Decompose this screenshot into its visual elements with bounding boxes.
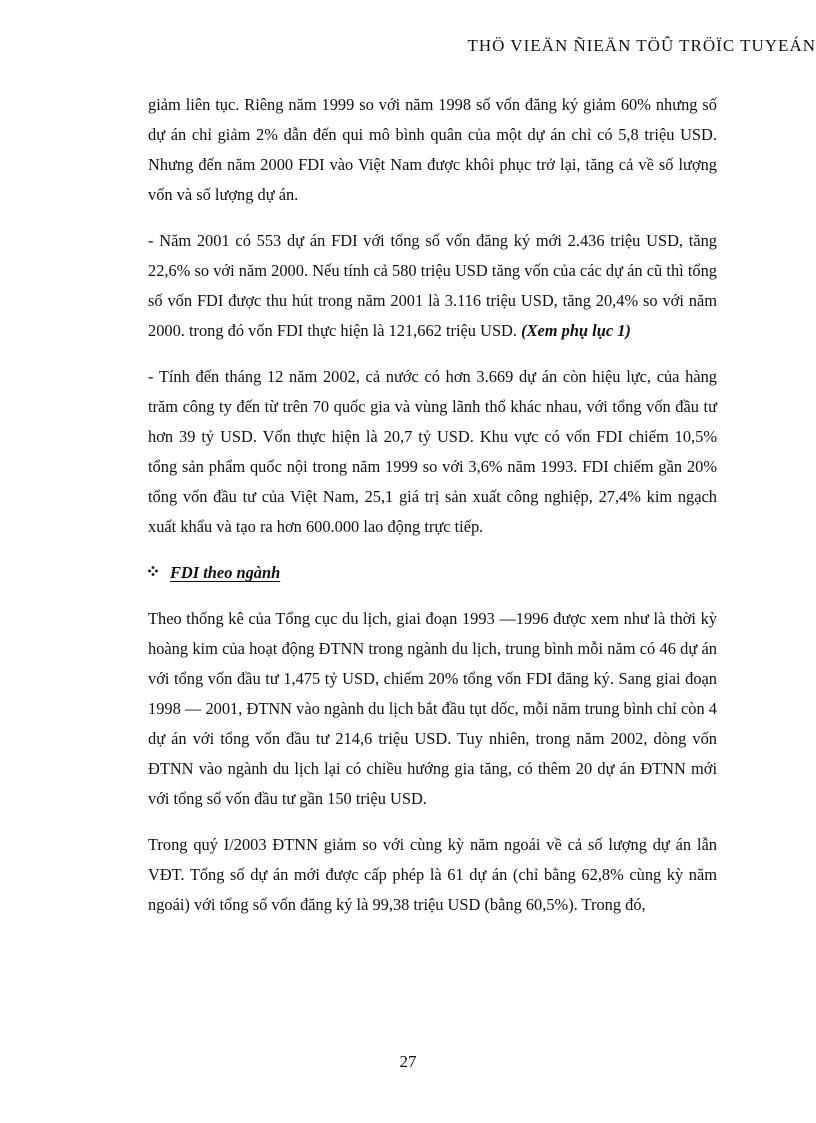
diamond-bullet-icon [148,556,158,566]
paragraph-3: - Tính đến tháng 12 năm 2002, cả nước có hơn 3.669 dự án còn hiệu lực, của hàng trăm công ty đến từ trên 70 quốc gia và vùng lãnh thổ khác nhau, với tổng vốn đầu tư hơn 39 tỷ USD. Vốn thực hiện là 20,7 tỷ USD. Khu vực có vốn FDI chiếm 10,5% tổng sản phẩm quốc nội trong năm 1999 so với 3,6% năm 1993. FDI chiếm gần 20% tổng vốn đầu tư của Việt Nam, 25,1 giá trị sản xuất công nghiệp, 27,4% kim ngạch xuất khẩu và tạo ra hơn 600.000 lao động trực tiếp. [148,367,717,536]
section-title: FDI theo ngành [170,563,281,582]
section-heading [148,558,717,588]
paragraph-1: giảm liên tục. Riêng năm 1999 so với năm 1998 số vốn đăng ký giảm 60% nhưng số dự án chỉ giảm 2% dẫn đến qui mô bình quân của một dự án chỉ có 5,8 triệu USD. Nhưng đến năm 2000 FDI vào Việt Nam được khôi phục trở lại, tăng cả về số lượng vốn và số lượng dự án. [148,95,717,204]
paragraph-5: Trong quý I/2003 ĐTNN giảm so với cùng kỳ năm ngoái về cả số lượng dự án lẫn VĐT. Tổng số dự án mới được cấp phép là 61 dự án (chỉ bằng 62,8% cùng kỳ năm ngoái) với tổng số vốn đăng ký là 99,38 triệu USD (bằng 60,5%). Trong đó, [148,835,717,914]
page-header: THÖ VIEÄN ÑIEÄN TÖÛ TRÖÏC TUYEÁN [467,36,816,55]
page-body [148,90,717,920]
paragraph-2-text: - Năm 2001 có 553 dự án FDI với tổng số vốn đăng ký mới 2.436 triệu USD, tăng 22,6% so với năm 2000. Nếu tính cả 580 triệu USD tăng vốn của các dự án cũ thì tổng số vốn FDI được thu hút trong năm 2001 là 3.116 triệu USD, tăng 20,4% so với năm 2000. trong đó vốn FDI thực hiện là 121,662 triệu USD. [148,231,717,340]
paragraph-2 [148,226,717,346]
paragraph-4: Theo thống kê của Tổng cục du lịch, giai đoạn 1993 —1996 được xem như là thời kỳ hoàng kim của hoạt động ĐTNN trong ngành du lịch, trung bình mỗi năm có 46 dự án với tổng vốn đầu tư 1,475 tỷ USD, chiếm 20% tổng vốn FDI đăng ký. Sang giai đoạn 1998 — 2001, ĐTNN vào ngành du lịch bắt đầu tụt dốc, mỗi năm trung bình chỉ còn 4 dự án với tổng vốn đầu tư 214,6 triệu USD. Tuy nhiên, trong năm 2002, dòng vốn ĐTNN vào ngành du lịch lại có chiều hướng gia tăng, có thêm 20 dự án ĐTNN mới với tổng số vốn đầu tư gần 150 triệu USD. [148,609,717,808]
page-number: 27 [399,1052,417,1071]
appendix-reference: (Xem phụ lục 1) [521,321,631,340]
